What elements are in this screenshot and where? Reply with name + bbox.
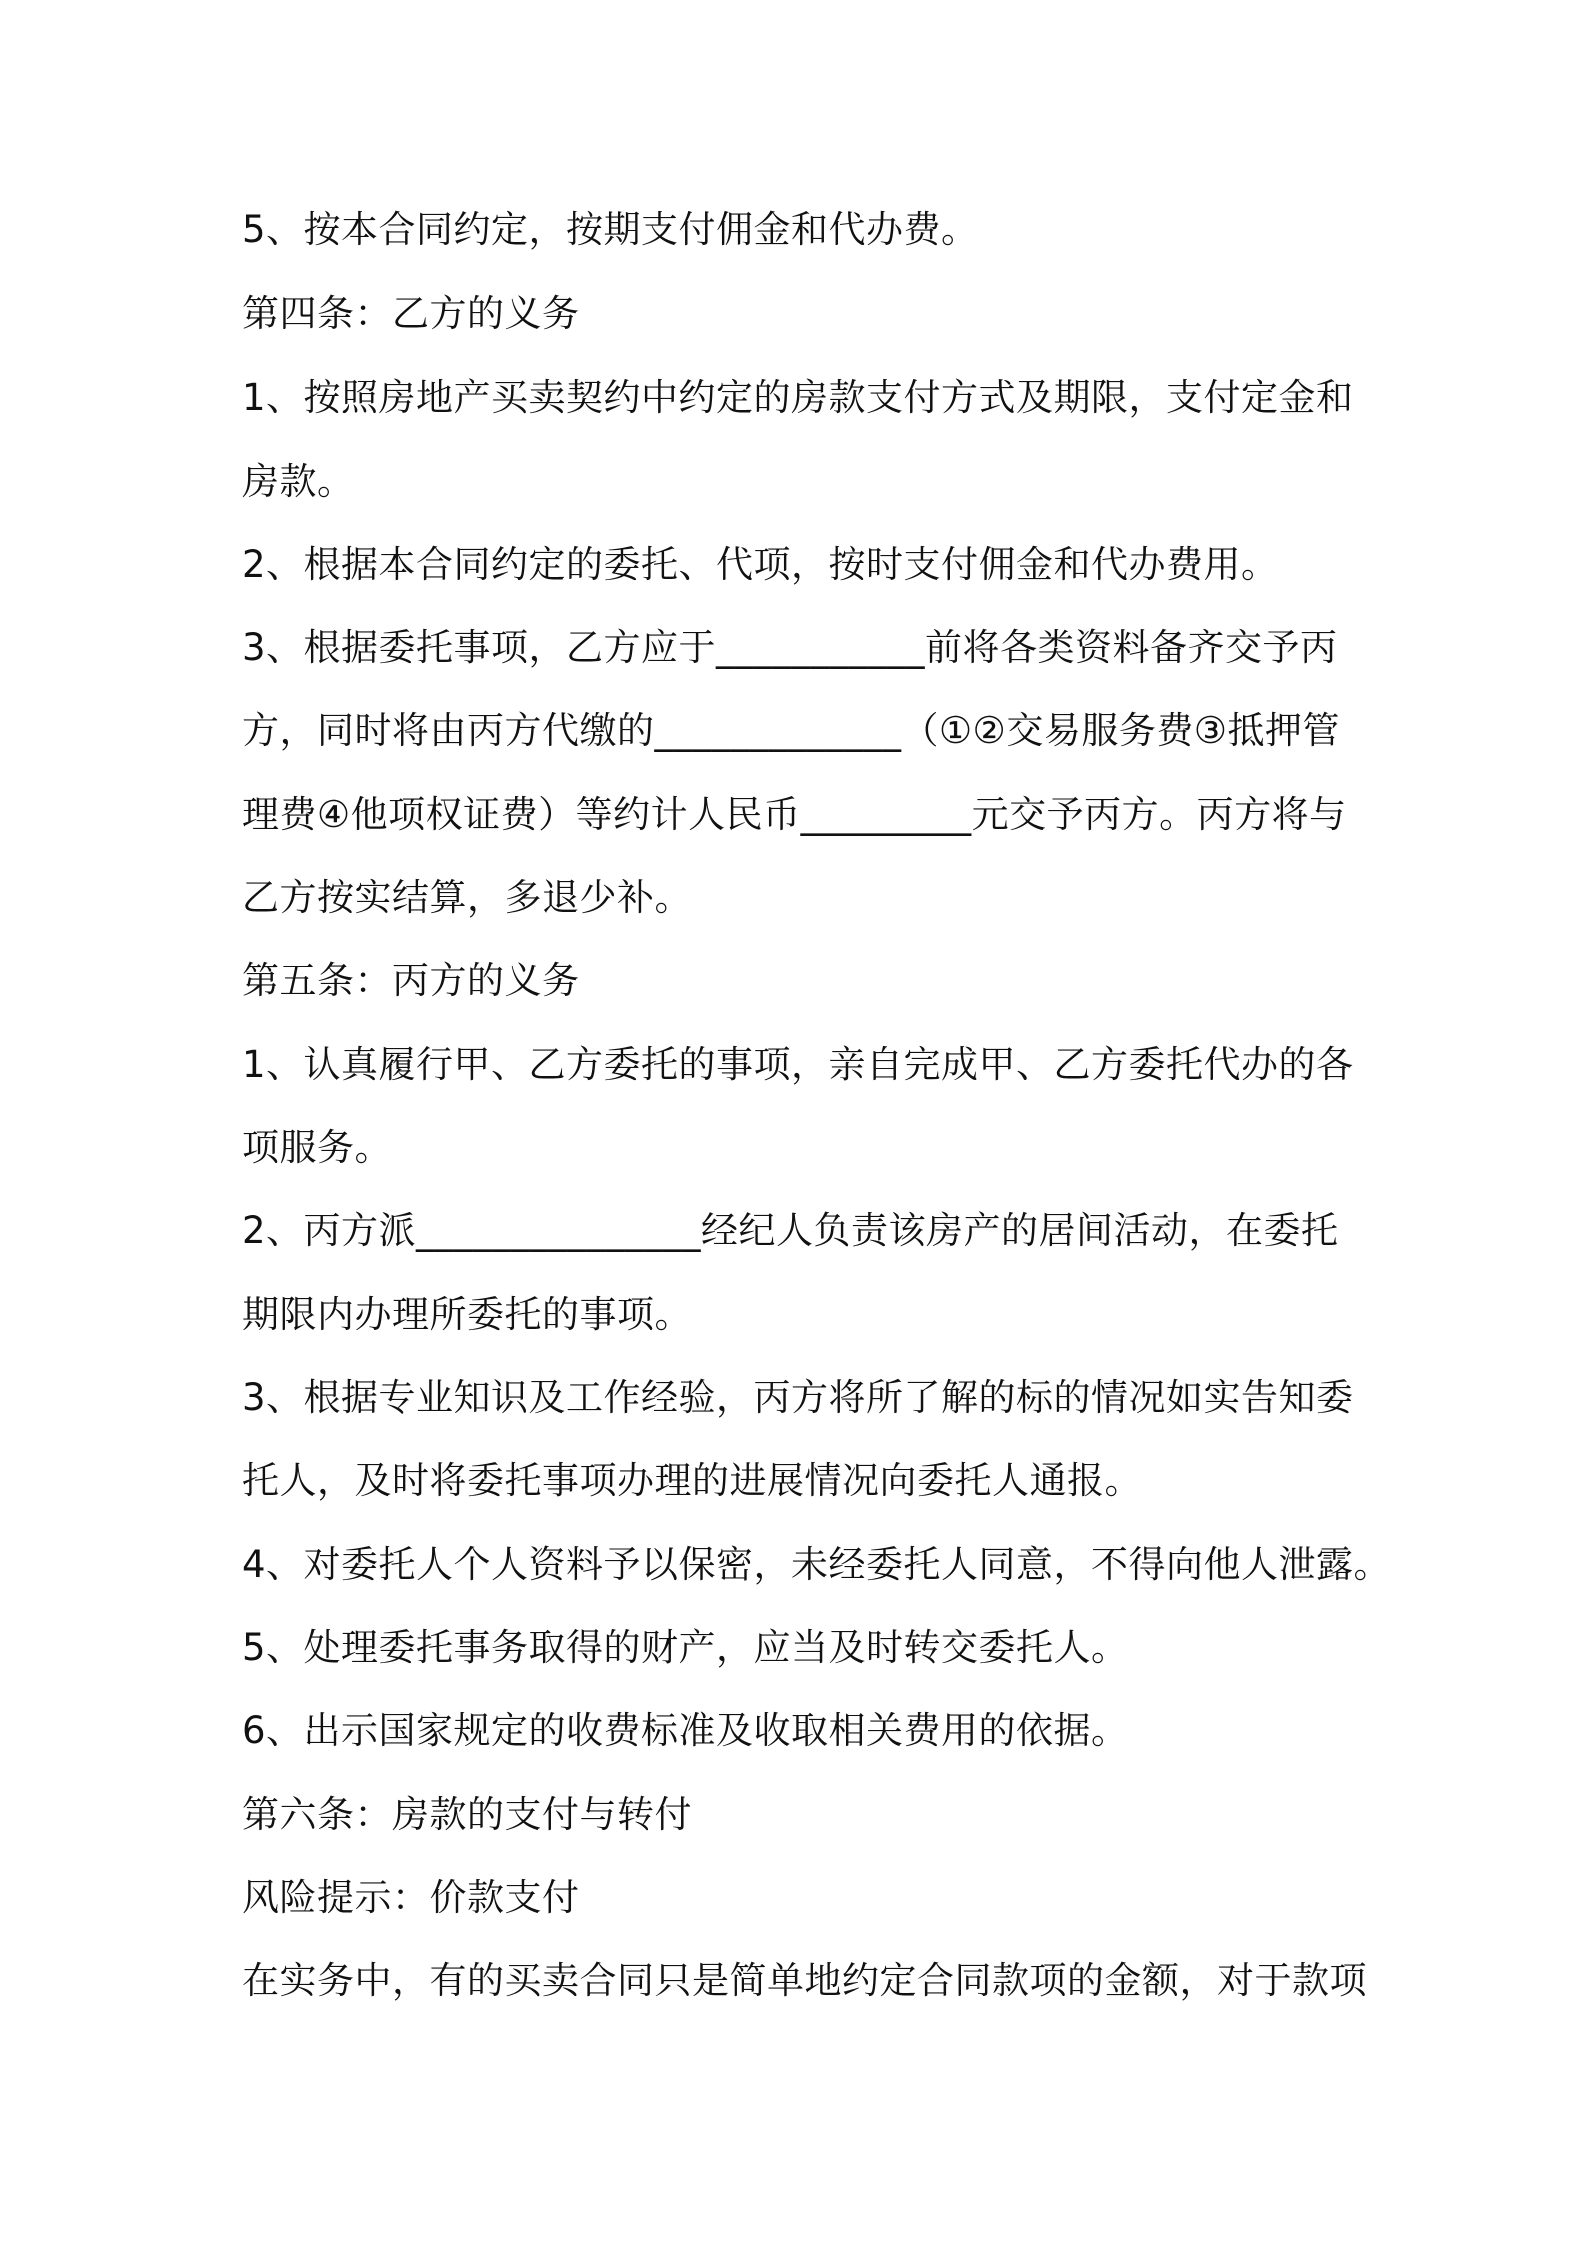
paragraph-line: 6、出示国家规定的收费标准及收取相关费用的依据。 (242, 1709, 1129, 1752)
paragraph-line: 3、根据委托事项，乙方应于___________前将各类资料备齐交予丙 (242, 626, 1338, 669)
paragraph-line: 3、根据专业知识及工作经验，丙方将所了解的标的情况如实告知委 (242, 1376, 1354, 1419)
section-heading: 第五条：丙方的义务 (242, 959, 580, 1002)
paragraph-line: 理费④他项权证费）等约计人民币_________元交予丙方。丙方将与 (242, 793, 1347, 836)
paragraph-line: 1、认真履行甲、乙方委托的事项，亲自完成甲、乙方委托代办的各 (242, 1043, 1354, 1086)
paragraph-line: 在实务中，有的买卖合同只是简单地约定合同款项的金额，对于款项 (242, 1959, 1367, 2002)
paragraph-line: 2、根据本合同约定的委托、代项，按时支付佣金和代办费用。 (242, 543, 1279, 586)
paragraph-line: 5、按本合同约定，按期支付佣金和代办费。 (242, 208, 979, 251)
section-heading: 第四条：乙方的义务 (242, 292, 580, 335)
paragraph-line: 1、按照房地产买卖契约中约定的房款支付方式及期限，支付定金和 (242, 376, 1354, 419)
risk-note-heading: 风险提示：价款支付 (242, 1876, 580, 1919)
paragraph-line: 房款。 (242, 460, 355, 503)
paragraph-line: 2、丙方派_______________经纪人负责该房产的居间活动，在委托 (242, 1209, 1339, 1252)
paragraph-line: 项服务。 (242, 1126, 392, 1169)
paragraph-line: 托人，及时将委托事项办理的进展情况向委托人通报。 (242, 1459, 1142, 1502)
paragraph-line: 期限内办理所委托的事项。 (242, 1293, 692, 1336)
paragraph-line: 4、对委托人个人资料予以保密，未经委托人同意，不得向他人泄露。 (242, 1543, 1392, 1586)
paragraph-line: 乙方按实结算，多退少补。 (242, 876, 692, 919)
paragraph-line: 方，同时将由丙方代缴的_____________（①②交易服务费③抵押管 (242, 709, 1341, 752)
paragraph-line: 5、处理委托事务取得的财产，应当及时转交委托人。 (242, 1626, 1129, 1669)
section-heading: 第六条：房款的支付与转付 (242, 1793, 692, 1836)
